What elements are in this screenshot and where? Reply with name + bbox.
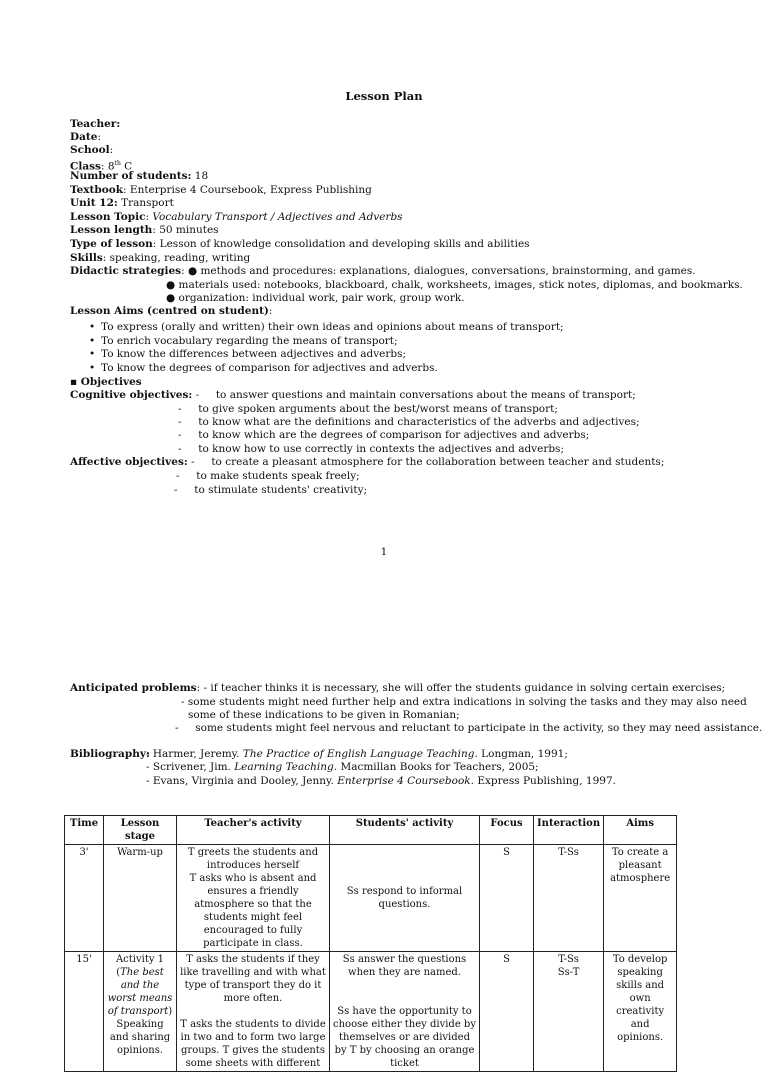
affective-item-line: - to stimulate students' creativity; (174, 484, 368, 496)
cell-aims: To develop speaking skills and own creativity and opinions. (604, 952, 677, 1072)
affective-item: to make students speak freely; (196, 470, 360, 482)
header-stage: Lesson stage (104, 816, 177, 845)
anticipated-text: some students might feel nervous and reluctant to participate in the activity, so they may need assistance. (195, 722, 763, 734)
interaction-text: T-Ss (558, 954, 579, 965)
cell-stage (104, 952, 177, 1072)
cell-teacher (177, 845, 330, 952)
bullet-icon: • (89, 362, 96, 374)
cognitive-label: Cognitive objectives: (70, 389, 193, 401)
teacher-activity-text: T greets the students and introduces herself (187, 847, 319, 871)
school-colon: : (109, 144, 114, 156)
bibliography-entry (146, 748, 568, 761)
students-value: 18 (191, 170, 209, 182)
bib-publisher: . Longman, 1991; (474, 748, 568, 760)
cell-time: 15' (65, 952, 104, 1072)
skills-line (70, 252, 250, 265)
anticipated-item-line: - some students might feel nervous and reluctant to participate in the activity, so they may need assistance. (175, 722, 763, 734)
bib-author: - Harmer, Jeremy. (146, 748, 243, 760)
date-line (70, 131, 101, 144)
didactic-organization: ● organization: individual work, pair work, group work. (166, 292, 465, 304)
unit-line (70, 197, 174, 210)
cognitive-item-line: - to know what are the definitions and characteristics of the adverbs and adjectives; (178, 416, 640, 428)
affective-label: Affective objectives: (70, 456, 188, 468)
skills-label: Skills (70, 252, 103, 264)
teacher-label: Teacher: (70, 118, 121, 130)
anticipated-text: : - if teacher thinks it is necessary, she will offer the students guidance in solving certain exercises; (196, 682, 726, 694)
textbook-line (70, 184, 372, 197)
cell-focus: S (480, 952, 534, 1072)
bib-publisher: . Macmillan Books for Teachers, 2005; (333, 761, 539, 773)
table-header-row (65, 816, 677, 845)
header-time: Time (65, 816, 104, 845)
header-interaction: Interaction (534, 816, 604, 845)
aim-text: To express (orally and written) their own ideas and opinions about means of transport; (101, 321, 564, 333)
didactic-materials: ● materials used: notebooks, blackboard, chalk, worksheets, images, stick notes, diplomas, and bookmarks. (166, 279, 743, 291)
aim-text: To know the differences between adjectives and adverbs; (101, 348, 407, 360)
cognitive-item-line: - to give spoken arguments about the best/worst means of transport; (178, 403, 558, 415)
aims-label: Lesson Aims (centred on student) (70, 305, 269, 317)
length-line (70, 224, 219, 237)
skills-value: : speaking, reading, writing (102, 252, 251, 264)
page-number: 1 (380, 546, 388, 558)
school-line (70, 144, 113, 157)
anticipated-text: - some students might need further help and extra indications in solving the tasks and they may also need (181, 696, 747, 708)
class-label: Class (70, 160, 101, 173)
header-aims: Aims (604, 816, 677, 845)
cell-interaction: T-Ss (534, 845, 604, 952)
bib-publisher: . Express Publishing, 1997. (470, 775, 616, 787)
textbook-value: : Enterprise 4 Coursebook, Express Publishing (123, 184, 372, 196)
didactic-methods: : ● methods and procedures: explanations, dialogues, conversations, brainstorming, and games. (181, 265, 696, 277)
students-activity-text: Ss have the opportunity to choose either they divide by themselves or are divided by T by choosing an orange ticket (333, 1006, 476, 1069)
students-activity-text: Ss answer the questions when they are named. (342, 954, 467, 978)
aims-colon: : (268, 305, 273, 317)
aim-item (89, 348, 406, 361)
teacher-activity-text: T asks the students if they like travelling and with what type of transport they do it more often. (180, 954, 326, 1004)
topic-value: Vocabulary Transport / Adjectives and Adverbs (152, 211, 403, 223)
bib-title: Learning Teaching (234, 761, 334, 773)
bib-title: Enterprise 4 Coursebook (337, 775, 471, 787)
cell-students: Ss respond to informal questions. (330, 845, 480, 952)
lesson-table (64, 815, 677, 1072)
bibliography-entry (146, 761, 539, 774)
bibliography-label: Bibliography: (70, 748, 150, 760)
aim-text: To enrich vocabulary regarding the means of transport; (101, 335, 398, 347)
affective-item-line: - to make students speak freely; (176, 470, 360, 482)
class-sup: th (114, 160, 121, 167)
stage-description: Speaking and sharing opinions. (109, 1019, 171, 1056)
date-label: Date (70, 131, 98, 143)
students-label: Number of students: (70, 170, 192, 182)
cell-aims: To create a pleasant atmosphere (604, 845, 677, 952)
topic-colon: : (145, 211, 153, 223)
cell-students (330, 952, 480, 1072)
cognitive-item: to know what are the definitions and characteristics of the adverbs and adjectives; (198, 416, 640, 428)
stage-label: Activity 1 (115, 954, 165, 965)
cell-stage: Warm-up (104, 845, 177, 952)
cognitive-line: Cognitive objectives: - to answer questions and maintain conversations about the means of transport; (70, 389, 636, 401)
bibliography-entry (146, 775, 616, 788)
class-tail: C (120, 160, 133, 173)
textbook-label: Textbook (70, 184, 124, 196)
length-label: Lesson length (70, 224, 153, 236)
aims-heading (70, 305, 272, 318)
cognitive-item: to answer questions and maintain conversations about the means of transport; (215, 389, 636, 401)
aim-item (89, 335, 398, 348)
aim-item (89, 321, 564, 334)
bullet-icon: • (89, 335, 96, 347)
didactic-label: Didactic strategies (70, 265, 182, 277)
cell-focus: S (480, 845, 534, 952)
cognitive-item: to give spoken arguments about the best/worst means of transport; (198, 403, 558, 415)
teacher-activity-text: T asks the students to divide in two and to form two large groups. T gives the students some sheets with different (180, 1019, 326, 1069)
cell-interaction (534, 952, 604, 1072)
teacher-activity-text: T asks who is absent and ensures a friendly atmosphere so that the students might feel encouraged to fully participate in class. (189, 873, 317, 949)
cognitive-item-line: - to know which are the degrees of comparison for adjectives and adverbs; (178, 429, 590, 441)
header-students: Students' activity (330, 816, 480, 845)
students-line (70, 170, 208, 183)
page-title: Lesson Plan (345, 89, 423, 103)
affective-item: to stimulate students' creativity; (194, 484, 368, 496)
interaction-text: Ss-T (557, 967, 580, 978)
objectives-heading (70, 376, 142, 389)
stage-title: The best and the worst means of transport (107, 967, 173, 1017)
header-focus: Focus (480, 816, 534, 845)
bibliography-line (70, 748, 150, 761)
teacher-line (70, 118, 120, 131)
topic-line (70, 211, 403, 224)
school-label: School (70, 144, 110, 156)
stage-paren: ( (116, 967, 121, 978)
bullet-icon: • (89, 348, 96, 360)
cell-time: 3' (65, 845, 104, 952)
cell-teacher (177, 952, 330, 1072)
table-row (65, 952, 677, 1072)
objectives-label: ▪ Objectives (70, 376, 142, 388)
topic-label: Lesson Topic (70, 211, 146, 223)
cognitive-item: to know which are the degrees of comparison for adjectives and adverbs; (198, 429, 590, 441)
cognitive-item: to know how to use correctly in contexts the adjectives and adverbs; (198, 443, 564, 455)
type-value: : Lesson of knowledge consolidation and developing skills and abilities (152, 238, 530, 250)
bib-title: The Practice of English Language Teaching (242, 748, 475, 760)
cognitive-item-line: - to know how to use correctly in contexts the adjectives and adverbs; (178, 443, 564, 455)
class-value: : 8 (100, 160, 115, 173)
type-line (70, 238, 530, 251)
header-teacher: Teacher's activity (177, 816, 330, 845)
bib-author: - Scrivener, Jim. (146, 761, 235, 773)
length-value: : 50 minutes (152, 224, 219, 236)
anticipated-label: Anticipated problems (70, 682, 197, 694)
bib-author: - Evans, Virginia and Dooley, Jenny. (146, 775, 338, 787)
didactic-line (70, 265, 696, 278)
affective-item: to create a pleasant atmosphere for the collaboration between teacher and students; (211, 456, 665, 468)
anticipated-line (70, 682, 725, 695)
bullet-icon: • (89, 321, 96, 333)
anticipated-text: some of these indications to be given in Romanian; (188, 709, 460, 721)
affective-line: Affective objectives: - to create a pleasant atmosphere for the collaboration between teacher and students; (70, 456, 665, 468)
aim-text: To know the degrees of comparison for adjectives and adverbs. (101, 362, 438, 374)
type-label: Type of lesson (70, 238, 153, 250)
date-colon: : (97, 131, 101, 143)
unit-value: Transport (117, 197, 174, 209)
unit-label: Unit 12: (70, 197, 118, 209)
aim-item (89, 362, 438, 375)
table-row (65, 845, 677, 952)
stage-paren: ) (168, 1006, 173, 1017)
